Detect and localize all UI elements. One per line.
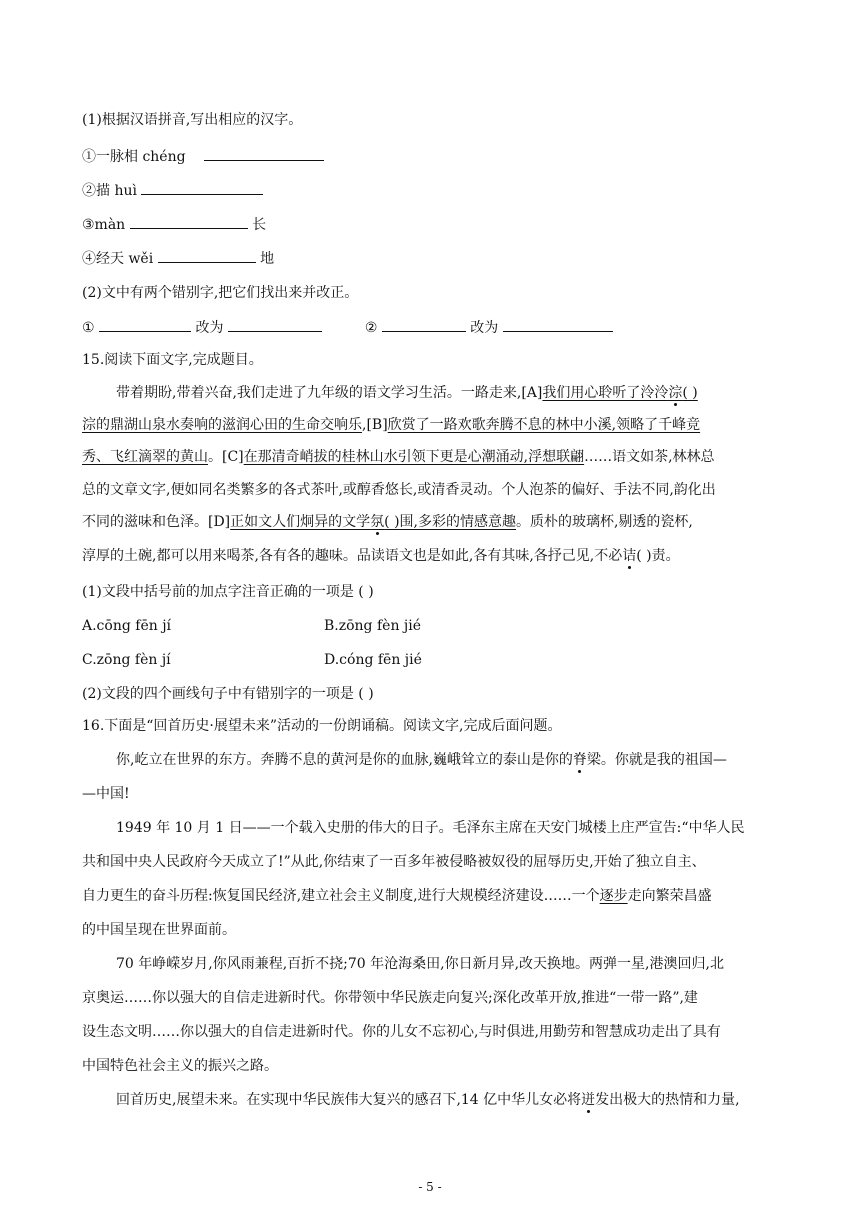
text: 回首历史,展望未来。在实现中华民族伟大复兴的感召下,14 亿中华儿女必将 bbox=[116, 1092, 582, 1108]
fix1-to: 改为 bbox=[195, 320, 224, 336]
underlined-sentence-c: 在那清奇峭拔的桂林山水引领下更是心潮涌动,浮想联翩 bbox=[243, 449, 585, 465]
text: ……语文如茶,林林总 bbox=[584, 449, 715, 465]
dotted-char: 氛 bbox=[370, 514, 385, 530]
q16-p1-line2: —中国! bbox=[82, 786, 130, 802]
q16-p2-line1: 1949 年 10 月 1 日——一个载入史册的伟大的日子。毛泽东主席在天安门城楼上庄严宣告:“中华人民 bbox=[116, 820, 745, 836]
text: 发出极大的热情和力量, bbox=[595, 1092, 740, 1108]
q16-p3-line1: 70 年峥嵘岁月,你风雨兼程,百折不挠;70 年沧海桑田,你日新月异,改天换地。两弹一星,港澳回归,北 bbox=[116, 956, 724, 972]
dotted-char: 诘 bbox=[622, 548, 637, 564]
q14-item4-text: ④经天 wěi bbox=[82, 251, 154, 267]
q16-p1-line1 bbox=[116, 750, 727, 770]
q16-p3-line4: 中国特色社会主义的振兴之路。 bbox=[82, 1058, 278, 1074]
q16-p3-line2: 京奥运……你以强大的自信走进新时代。你带领中华民族走向复兴;深化改革开放,推进“一带一路”,建 bbox=[82, 990, 698, 1006]
answer-blank[interactable] bbox=[141, 180, 263, 195]
q15-title: 15.阅读下面文字,完成题目。 bbox=[82, 352, 263, 368]
q14-fix-row bbox=[82, 317, 613, 338]
q14-item3-text: ③màn bbox=[82, 217, 126, 233]
q16-title: 16.下面是“回首历史·展望未来”活动的一份朗诵稿。阅读文字,完成后面问题。 bbox=[82, 718, 562, 734]
q14-item3 bbox=[82, 214, 266, 235]
text: 带着期盼,带着兴奋,我们走进了九年级的语文学习生活。一路走来,[A] bbox=[116, 385, 543, 401]
q14-item2-text: ②描 huì bbox=[82, 183, 137, 199]
q15-p1-line3 bbox=[82, 447, 715, 467]
text: 自力更生的奋斗历程:恢复国民经济,建立社会主义制度,进行大规模经济建设……一个 bbox=[82, 888, 600, 904]
option-a[interactable]: A.cōng fēn jí bbox=[82, 618, 172, 634]
q15-p1-line4: 总的文章文字,便如同名类繁多的各式茶叶,或醇香悠长,或清香灵动。个人泡茶的偏好、手法不同,韵化出 bbox=[82, 482, 716, 498]
answer-blank[interactable] bbox=[382, 317, 466, 332]
fix1-label: ① bbox=[82, 320, 95, 336]
answer-blank[interactable] bbox=[503, 317, 613, 332]
q14-item1-text: ①一脉相 chéng bbox=[82, 149, 186, 165]
answer-blank[interactable] bbox=[158, 248, 256, 263]
text: ( )责。 bbox=[636, 548, 680, 564]
q16-p2-line3 bbox=[82, 886, 712, 906]
text: 。[C] bbox=[208, 449, 244, 465]
q14-item2 bbox=[82, 180, 263, 201]
q16-p4-line1 bbox=[116, 1090, 740, 1110]
answer-paren[interactable]: ( ) bbox=[682, 385, 698, 401]
text: 走向繁荣昌盛 bbox=[627, 888, 712, 904]
q14-item4-suffix: 地 bbox=[260, 251, 275, 267]
fix2-label: ② bbox=[364, 320, 378, 336]
q15-p1-line1 bbox=[116, 383, 698, 403]
text: 。质朴的玻璃杯,剔透的瓷杯, bbox=[515, 514, 693, 530]
option-b[interactable]: B.zōng fèn jié bbox=[324, 618, 422, 634]
q14-part1: (1)根据汉语拼音,写出相应的汉字。 bbox=[82, 112, 303, 128]
q15-sub2: (2)文段的四个画线句子中有错别字的一项是 ( ) bbox=[82, 686, 374, 702]
dotted-char: 迸 bbox=[581, 1092, 596, 1108]
q14-item3-suffix: 长 bbox=[252, 217, 267, 233]
text: 淳厚的土碗,都可以用来喝茶,各有各的趣味。品读语文也是如此,各有其味,各抒己见,不必 bbox=[82, 548, 623, 564]
q16-p2-line2: 共和国中央人民政府今天成立了!”从此,你结束了一百多年被侵略被奴役的屈辱历史,开始了独立自主、 bbox=[82, 854, 706, 870]
underlined-sentence-a: 淙的鼎湖山泉水奏响的滋润心田的生命交响乐 bbox=[82, 417, 362, 433]
q16-p3-line3: 设生态文明……你以强大的自信走进新时代。你的儿女不忘初心,与时俱进,用勤劳和智慧成功走出了具有 bbox=[82, 1024, 721, 1040]
answer-blank[interactable] bbox=[130, 214, 248, 229]
text: 不同的滋味和色泽。[D] bbox=[82, 514, 231, 530]
answer-paren[interactable]: ( ) bbox=[384, 514, 400, 530]
underlined-sentence-b: 秀、飞红滴翠的黄山 bbox=[82, 449, 208, 465]
q15-p1-line2 bbox=[82, 415, 700, 435]
q14-item4 bbox=[82, 248, 274, 269]
underlined-sentence-d: 正如文人们炯异的文学 bbox=[230, 514, 371, 530]
q14-item1 bbox=[82, 146, 324, 167]
dotted-char: 脊 bbox=[572, 752, 587, 768]
option-c[interactable]: C.zōng fèn jí bbox=[82, 652, 171, 668]
q15-sub1: (1)文段中括号前的加点字注音正确的一项是 ( ) bbox=[82, 584, 374, 600]
underlined-word: 逐步 bbox=[599, 888, 628, 904]
underlined-sentence-a: 我们用心聆听了泠泠 bbox=[542, 385, 669, 401]
underlined-sentence-b: 欣赏了一路欢歌奔腾不息的林中小溪,领略了千峰竞 bbox=[387, 417, 701, 433]
answer-blank[interactable] bbox=[228, 317, 322, 332]
answer-blank[interactable] bbox=[99, 317, 191, 332]
underlined-sentence-d: 围,多彩的情感意趣 bbox=[399, 514, 516, 530]
q14-part2: (2)文中有两个错别字,把它们找出来并改正。 bbox=[82, 285, 359, 301]
q15-p1-line6 bbox=[82, 546, 680, 566]
q15-p1-line5 bbox=[82, 512, 693, 532]
fix2-to: 改为 bbox=[470, 320, 499, 336]
dotted-char: 淙 bbox=[668, 385, 683, 401]
answer-blank[interactable] bbox=[204, 146, 324, 161]
text: ,[B] bbox=[362, 417, 388, 433]
text: 你,屹立在世界的东方。奔腾不息的黄河是你的血脉,巍峨耸立的泰山是你的 bbox=[116, 752, 573, 768]
text: 梁。你就是我的祖国— bbox=[586, 752, 727, 768]
option-d[interactable]: D.cóng fēn jié bbox=[324, 652, 422, 668]
q16-p2-line4: 的中国呈现在世界面前。 bbox=[82, 922, 236, 938]
page-number: - 5 - bbox=[418, 1180, 442, 1194]
